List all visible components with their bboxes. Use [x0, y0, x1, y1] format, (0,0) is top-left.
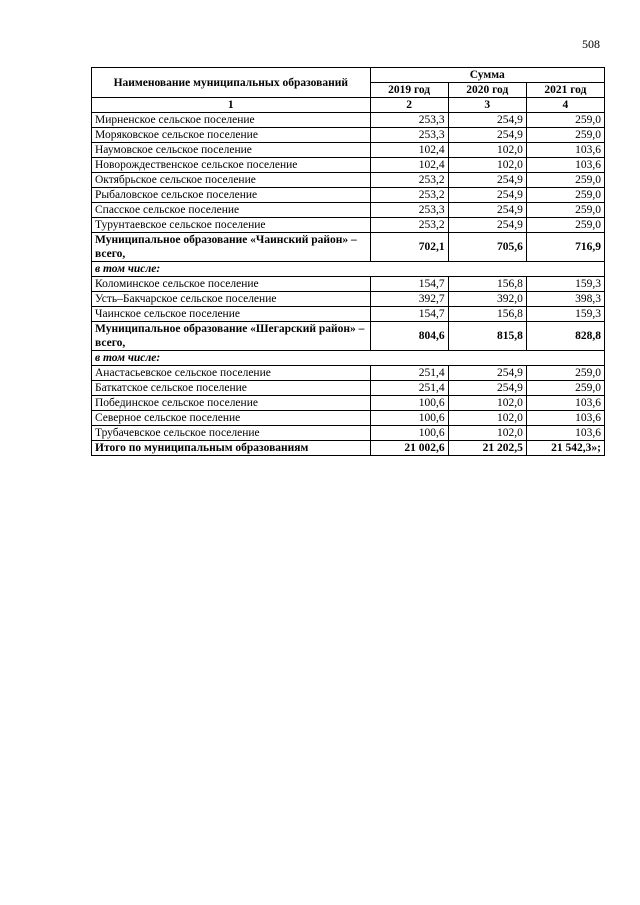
value-2019: 251,4: [370, 366, 448, 381]
value-2019: 253,3: [370, 203, 448, 218]
value-2019: 154,7: [370, 277, 448, 292]
value-2019: 21 002,6: [370, 441, 448, 456]
value-2021: 21 542,3»;: [526, 441, 604, 456]
column-index: 1: [92, 98, 371, 113]
table-row: [92, 292, 605, 307]
column-index: 3: [448, 98, 526, 113]
row-name: Муниципальное образование «Шегарский район» – всего,: [92, 322, 371, 351]
value-2020: 254,9: [448, 188, 526, 203]
table-row: [92, 381, 605, 396]
value-2021: 103,6: [526, 411, 604, 426]
value-2019: 702,1: [370, 233, 448, 262]
value-2021: 103,6: [526, 143, 604, 158]
table-row: [92, 128, 605, 143]
value-2020: 392,0: [448, 292, 526, 307]
value-2020: 102,0: [448, 143, 526, 158]
table-header: [92, 68, 605, 113]
header-year-2019: 2019 год: [370, 83, 448, 98]
value-2020: 254,9: [448, 173, 526, 188]
value-2021: 259,0: [526, 173, 604, 188]
value-2019: 100,6: [370, 426, 448, 441]
row-name: Турунтаевское сельское поселение: [92, 218, 371, 233]
value-2020: 102,0: [448, 396, 526, 411]
row-name: Муниципальное образование «Чаинский район» – всего,: [92, 233, 371, 262]
row-name: Итого по муниципальным образованиям: [92, 441, 371, 456]
value-2020: 254,9: [448, 381, 526, 396]
value-2019: 804,6: [370, 322, 448, 351]
value-2019: 392,7: [370, 292, 448, 307]
value-2019: 253,3: [370, 113, 448, 128]
row-name: Октябрьское сельское поселение: [92, 173, 371, 188]
value-2019: 102,4: [370, 143, 448, 158]
value-2020: 815,8: [448, 322, 526, 351]
column-index-row: [92, 98, 605, 113]
subheading-row: [92, 351, 605, 366]
header-year-2021: 2021 год: [526, 83, 604, 98]
subheading-row: [92, 262, 605, 277]
value-2019: 100,6: [370, 396, 448, 411]
value-2020: 254,9: [448, 113, 526, 128]
table-row: [92, 113, 605, 128]
row-name: Мирненское сельское поселение: [92, 113, 371, 128]
row-name: Трубачевское сельское поселение: [92, 426, 371, 441]
value-2020: 21 202,5: [448, 441, 526, 456]
district-total-row: [92, 322, 605, 351]
row-name: Моряковское сельское поселение: [92, 128, 371, 143]
table-row: [92, 218, 605, 233]
table-row: [92, 307, 605, 322]
subheading-label: в том числе:: [92, 262, 605, 277]
table-row: [92, 158, 605, 173]
value-2021: 259,0: [526, 188, 604, 203]
value-2021: 259,0: [526, 113, 604, 128]
column-index: 2: [370, 98, 448, 113]
header-name: Наименование муниципальных образований: [92, 68, 371, 98]
table-row: [92, 173, 605, 188]
grand-total-row: [92, 441, 605, 456]
table-row: [92, 411, 605, 426]
value-2019: 253,2: [370, 173, 448, 188]
table-row: [92, 277, 605, 292]
value-2019: 251,4: [370, 381, 448, 396]
value-2020: 102,0: [448, 426, 526, 441]
value-2021: 259,0: [526, 203, 604, 218]
district-total-row: [92, 233, 605, 262]
page-number: 508: [582, 37, 600, 51]
value-2021: 159,3: [526, 277, 604, 292]
table-row: [92, 203, 605, 218]
row-name: Северное сельское поселение: [92, 411, 371, 426]
value-2019: 100,6: [370, 411, 448, 426]
header-year-2020: 2020 год: [448, 83, 526, 98]
value-2021: 828,8: [526, 322, 604, 351]
value-2020: 254,9: [448, 366, 526, 381]
table-row: [92, 366, 605, 381]
value-2020: 705,6: [448, 233, 526, 262]
value-2021: 259,0: [526, 128, 604, 143]
table-row: [92, 396, 605, 411]
subheading-label: в том числе:: [92, 351, 605, 366]
value-2021: 103,6: [526, 426, 604, 441]
table-body: [92, 113, 605, 456]
value-2021: 259,0: [526, 381, 604, 396]
row-name: Рыбаловское сельское поселение: [92, 188, 371, 203]
value-2020: 102,0: [448, 158, 526, 173]
value-2021: 259,0: [526, 218, 604, 233]
value-2020: 254,9: [448, 218, 526, 233]
row-name: Анастасьевское сельское поселение: [92, 366, 371, 381]
row-name: Баткатское сельское поселение: [92, 381, 371, 396]
value-2021: 259,0: [526, 366, 604, 381]
value-2020: 156,8: [448, 307, 526, 322]
row-name: Чаинское сельское поселение: [92, 307, 371, 322]
row-name: Спасское сельское поселение: [92, 203, 371, 218]
value-2021: 716,9: [526, 233, 604, 262]
table-row: [92, 188, 605, 203]
header-sum: Сумма: [370, 68, 604, 83]
value-2019: 253,2: [370, 218, 448, 233]
value-2019: 253,3: [370, 128, 448, 143]
table-row: [92, 426, 605, 441]
value-2020: 254,9: [448, 128, 526, 143]
value-2021: 103,6: [526, 158, 604, 173]
value-2020: 102,0: [448, 411, 526, 426]
table-row: [92, 143, 605, 158]
value-2019: 253,2: [370, 188, 448, 203]
value-2019: 154,7: [370, 307, 448, 322]
column-index: 4: [526, 98, 604, 113]
value-2021: 398,3: [526, 292, 604, 307]
value-2020: 254,9: [448, 203, 526, 218]
value-2020: 156,8: [448, 277, 526, 292]
row-name: Побединское сельское поселение: [92, 396, 371, 411]
value-2021: 103,6: [526, 396, 604, 411]
value-2021: 159,3: [526, 307, 604, 322]
row-name: Коломинское сельское поселение: [92, 277, 371, 292]
row-name: Усть–Бакчарское сельское поселение: [92, 292, 371, 307]
value-2019: 102,4: [370, 158, 448, 173]
row-name: Новорождественское сельское поселение: [92, 158, 371, 173]
budget-table: [91, 67, 605, 456]
row-name: Наумовское сельское поселение: [92, 143, 371, 158]
